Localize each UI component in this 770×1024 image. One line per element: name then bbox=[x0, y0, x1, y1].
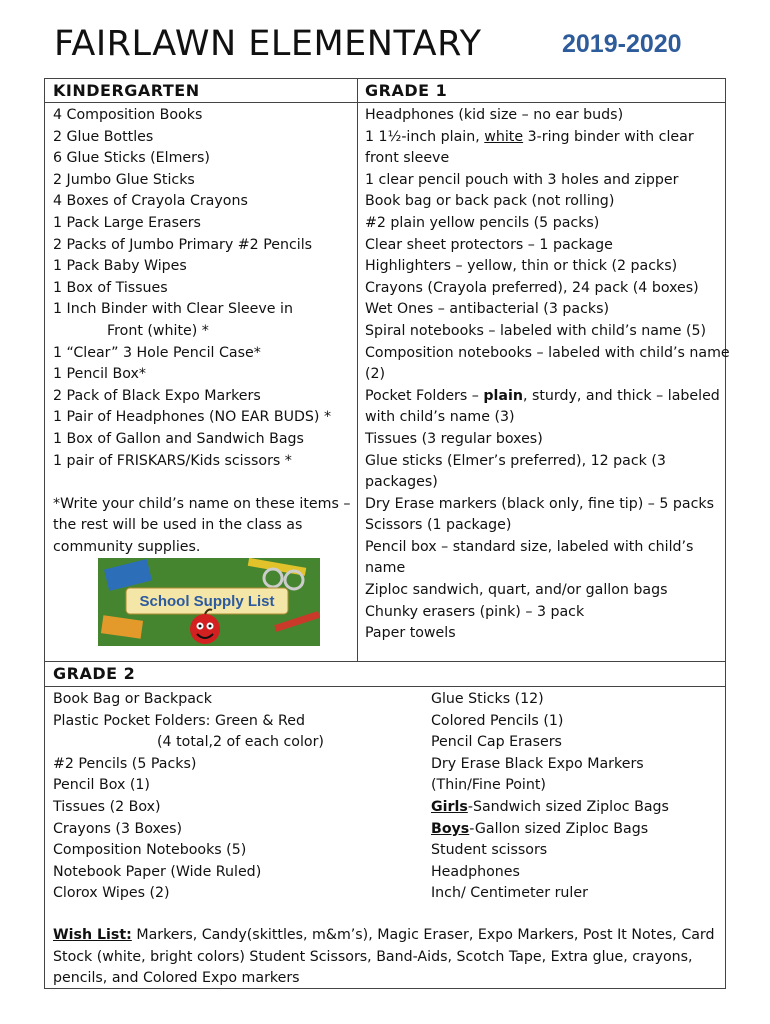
grade2-left-list bbox=[53, 689, 413, 905]
list-item: Inch/ Centimeter ruler bbox=[431, 885, 588, 902]
list-item-continuation: (4 total,2 of each color) bbox=[157, 734, 324, 751]
grade1-heading: GRADE 1 bbox=[365, 81, 448, 100]
wish-list-text: Markers, Candy(skittles, m&m’s), Magic Eraser, Expo Markers, Post It Notes, Card Stock (white, bright colors) Student Scissors, Band-Aids, Scotch Tape, Extra glue, crayons, pencils, and Colored Expo markers bbox=[53, 927, 715, 987]
list-item: #2 plain yellow pencils (5 packs) bbox=[365, 214, 600, 231]
list-item: Scissors (1 package) bbox=[365, 517, 512, 534]
kindergarten-note-line: community supplies. bbox=[53, 538, 201, 555]
list-item: 2 Glue Bottles bbox=[53, 128, 154, 145]
list-item-continuation: packages) bbox=[365, 474, 438, 491]
title-row bbox=[0, 0, 770, 78]
list-item: Clorox Wipes (2) bbox=[53, 885, 170, 902]
list-item: Crayons (3 Boxes) bbox=[53, 820, 183, 837]
list-item: 4 Boxes of Crayola Crayons bbox=[53, 193, 248, 210]
school-title: FAIRLAWN ELEMENTARY bbox=[54, 24, 482, 64]
list-item: Colored Pencils (1) bbox=[431, 712, 564, 729]
list-item: 4 Composition Books bbox=[53, 107, 203, 123]
list-item: Headphones (kid size – no ear buds) bbox=[365, 107, 624, 123]
list-item: Pocket Folders – plain, sturdy, and thick – labeled bbox=[365, 387, 720, 404]
list-item: Plastic Pocket Folders: Green & Red bbox=[53, 712, 305, 729]
list-item: 1 clear pencil pouch with 3 holes and zipper bbox=[365, 171, 679, 188]
list-item: Pencil box – standard size, labeled with child’s bbox=[365, 538, 694, 555]
list-item-continuation: (2) bbox=[365, 366, 386, 383]
kinder-header-divider bbox=[45, 102, 725, 103]
list-item: Tissues (3 regular boxes) bbox=[365, 430, 543, 447]
list-item: 1 Box of Gallon and Sandwich Bags bbox=[53, 430, 304, 447]
list-item: 1 Pack Large Erasers bbox=[53, 214, 201, 231]
list-item: Glue sticks (Elmer’s preferred), 12 pack (3 bbox=[365, 452, 666, 469]
list-item: Glue Sticks (12) bbox=[431, 691, 544, 707]
list-item: Pencil Cap Erasers bbox=[431, 734, 562, 751]
list-item: Dry Erase markers (black only, fine tip) – 5 packs bbox=[365, 495, 715, 512]
school-year: 2019-2020 bbox=[562, 30, 682, 58]
kindergarten-note-line: *Write your child’s name on these items – bbox=[53, 495, 351, 512]
list-item: Composition Notebooks (5) bbox=[53, 842, 247, 859]
wish-list bbox=[53, 925, 721, 990]
list-item: Paper towels bbox=[365, 625, 456, 642]
list-item: Chunky erasers (pink) – 3 pack bbox=[365, 603, 585, 620]
list-item: 1 Inch Binder with Clear Sleeve in bbox=[53, 301, 293, 318]
list-item: Boys-Gallon sized Ziploc Bags bbox=[431, 820, 649, 837]
list-item: Highlighters – yellow, thin or thick (2 packs) bbox=[365, 258, 678, 275]
list-item: 1 “Clear” 3 Hole Pencil Case* bbox=[53, 344, 261, 361]
banner-label: School Supply List bbox=[139, 593, 275, 610]
list-item-continuation: name bbox=[365, 560, 406, 577]
list-item: Ziploc sandwich, quart, and/or gallon bags bbox=[365, 582, 668, 599]
supply-table bbox=[44, 78, 730, 989]
list-item: 1 Pencil Box* bbox=[53, 366, 146, 383]
list-item: 1 Box of Tissues bbox=[53, 279, 168, 296]
grade2-section-divider bbox=[45, 661, 725, 662]
list-item: Girls-Sandwich sized Ziploc Bags bbox=[431, 798, 669, 815]
list-item: #2 Pencils (5 Packs) bbox=[53, 755, 197, 772]
list-item: 2 Jumbo Glue Sticks bbox=[53, 171, 195, 188]
list-item: Notebook Paper (Wide Ruled) bbox=[53, 863, 262, 880]
school-supply-banner-image bbox=[98, 558, 320, 646]
list-item: 2 Packs of Jumbo Primary #2 Pencils bbox=[53, 236, 313, 253]
grade2-right-list bbox=[431, 689, 721, 905]
list-item: 2 Pack of Black Expo Markers bbox=[53, 387, 261, 404]
list-item-continuation: front sleeve bbox=[365, 150, 450, 167]
list-item: Composition notebooks – labeled with child’s name bbox=[365, 344, 730, 361]
column-divider bbox=[357, 79, 358, 661]
list-item: Wet Ones – antibacterial (3 packs) bbox=[365, 301, 610, 318]
list-item: Tissues (2 Box) bbox=[53, 798, 161, 815]
kindergarten-list bbox=[53, 105, 353, 558]
kindergarten-heading: KINDERGARTEN bbox=[53, 81, 200, 100]
list-item: 1 Pack Baby Wipes bbox=[53, 258, 187, 275]
grade2-heading: GRADE 2 bbox=[53, 664, 136, 683]
list-item: Clear sheet protectors – 1 package bbox=[365, 236, 613, 253]
wish-list-label: Wish List: bbox=[53, 927, 132, 943]
list-item: Spiral notebooks – labeled with child’s name (5) bbox=[365, 322, 707, 339]
list-item: Student scissors bbox=[431, 842, 548, 859]
list-item-continuation: with child’s name (3) bbox=[365, 409, 515, 426]
list-item: 1 Pair of Headphones (NO EAR BUDS) * bbox=[53, 409, 332, 426]
list-item: Crayons (Crayola preferred), 24 pack (4 boxes) bbox=[365, 279, 699, 296]
list-item-continuation: (Thin/Fine Point) bbox=[431, 777, 546, 794]
list-item: Headphones bbox=[431, 863, 520, 880]
list-item: Book bag or back pack (not rolling) bbox=[365, 193, 615, 210]
list-item: Dry Erase Black Expo Markers bbox=[431, 755, 644, 772]
list-item: Pencil Box (1) bbox=[53, 777, 150, 794]
list-item: 1 pair of FRISKARS/Kids scissors * bbox=[53, 452, 292, 469]
grade2-header-divider bbox=[45, 686, 725, 687]
list-item: Book Bag or Backpack bbox=[53, 691, 212, 707]
list-item: 1 1½-inch plain, white 3-ring binder with clear bbox=[365, 128, 694, 145]
list-item-continuation: Front (white) * bbox=[107, 322, 209, 339]
list-item: 6 Glue Sticks (Elmers) bbox=[53, 150, 210, 167]
grade1-list bbox=[365, 105, 730, 645]
kindergarten-note-line: the rest will be used in the class as bbox=[53, 517, 303, 534]
